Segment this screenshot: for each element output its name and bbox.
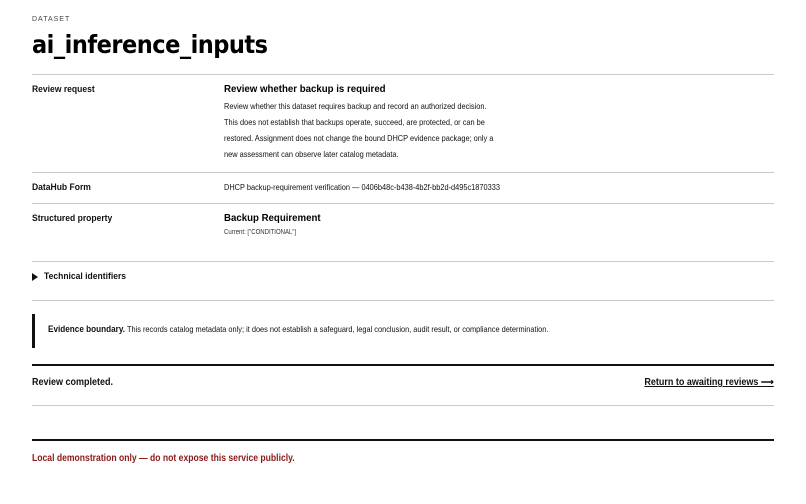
review-request-description: Review whether this dataset requires backup and record an authorized decision. This does not establish that backups operate, succeed, are protected, or can be restored. Assignment does not change the bound DHCP evidence package; only a new assessment can observe later catalog metadata. (224, 101, 494, 159)
callout-text (48, 324, 548, 335)
datahub-form-value (224, 182, 524, 192)
evidence-boundary-callout (32, 314, 777, 348)
return-to-awaiting-reviews-link[interactable]: Return to awaiting reviews ⟶ (644, 377, 774, 388)
review-request-value (224, 83, 524, 162)
divider (32, 300, 774, 301)
divider (32, 172, 774, 173)
structured-property-value (224, 212, 524, 236)
divider (32, 261, 774, 262)
technical-identifiers-label: Technical identifiers (44, 271, 127, 282)
datahub-form-id: DHCP backup-requirement verification — 0406b48c-b438-4b2f-bb2d-d495c1870333 (224, 182, 500, 192)
callout-strong: Evidence boundary. (48, 324, 126, 335)
divider (32, 405, 774, 406)
divider (32, 203, 774, 204)
review-request-label: Review request (32, 84, 95, 95)
structured-property-label: Structured property (32, 213, 113, 224)
footer-divider (32, 439, 774, 441)
review-request-title: Review whether backup is required (224, 83, 386, 95)
technical-identifiers-toggle[interactable] (32, 271, 135, 282)
review-completed-status: Review completed. (32, 377, 114, 388)
demo-warning-footer: Local demonstration only — do not expose this service publicly. (32, 453, 295, 464)
eyebrow-label: DATASET (32, 16, 71, 23)
callout-body: This records catalog metadata only; it does not establish a safeguard, legal conclusion, audit result, or compliance determination. (126, 324, 549, 334)
structured-property-title: Backup Requirement (224, 212, 321, 224)
datahub-form-label: DataHub Form (32, 182, 91, 193)
divider (32, 74, 774, 75)
page-title: ai_inference_inputs (32, 30, 268, 59)
structured-property-current: Current: ["CONDITIONAL"] (224, 229, 297, 236)
divider-strong (32, 364, 774, 366)
disclosure-triangle-icon (32, 273, 38, 281)
